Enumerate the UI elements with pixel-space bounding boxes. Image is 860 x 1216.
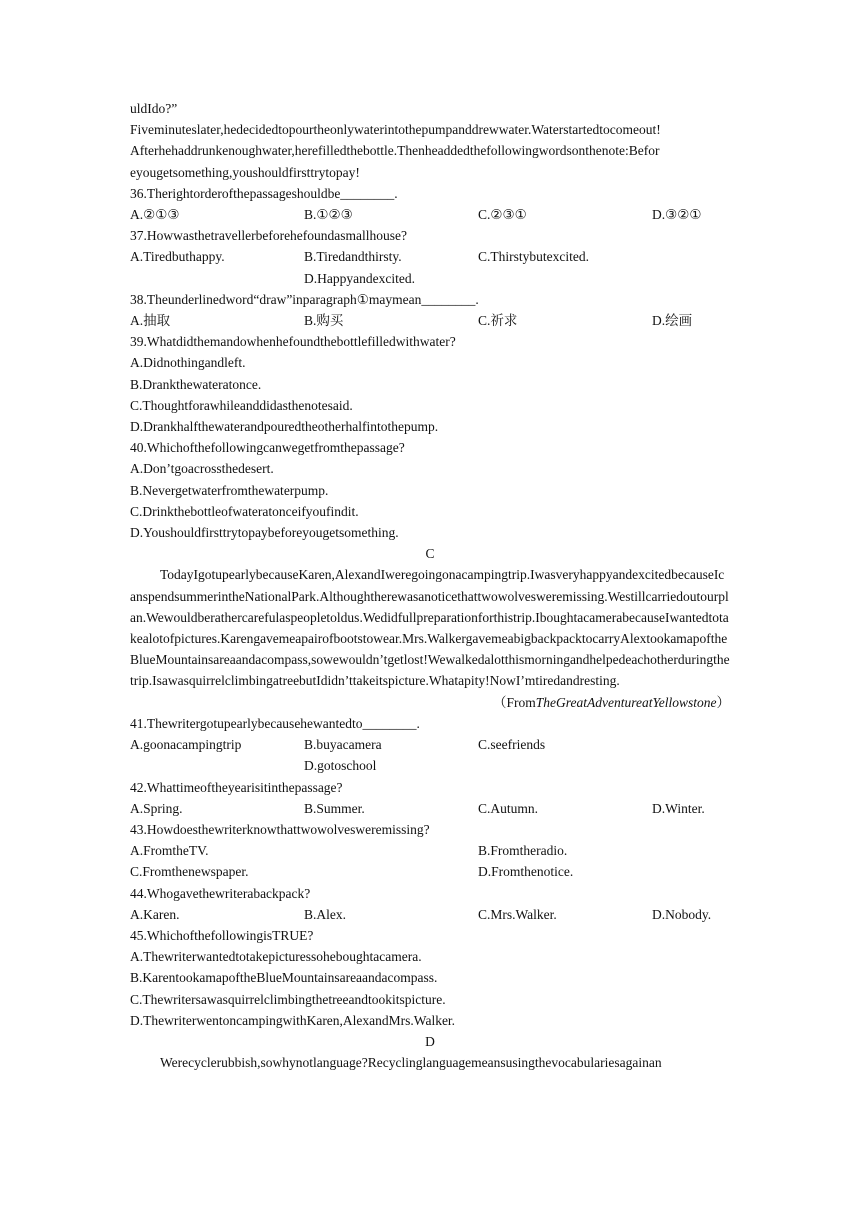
question-stem: 36.Therightorderofthepassageshouldbe________.	[130, 185, 398, 201]
question-stem: 39.Whatdidthemandowhenhefoundthebottlefilledwithwater?	[130, 334, 456, 350]
section-heading-c: C	[425, 546, 435, 562]
passage-line: Afterhehaddrunkenoughwater,herefilledthebottle.Thenheaddedthefollowingwordsonthenote:Befor	[130, 143, 660, 159]
question-stem: 40.Whichofthefollowingcanwegetfromthepassage?	[130, 440, 405, 456]
option-c: C.Drinkthebottleofwateratonceifyoufindit.	[130, 503, 359, 519]
question-stem: 42.Whattimeoftheyearisitinthepassage?	[130, 779, 343, 795]
section-c-paragraph: TodayIgotupearlybecauseKaren,AlexandIweregoingonacampingtrip.IwasveryhappyandexcitedbecauseIcanspendsummerintheNationalPark.Althoughtherewasanoticethattwowolvesweremissing.Westillcarriedoutourplan.Wewouldberathercarefulaspeopletoldus.Wedidfullpreparationforthistrip.IboughtacamerabecauseIwantedtotakealotofpictures.Karengavemeapairofbootstowear.Mrs.WalkergavemeabigbackpacktocarryAlextookamapoftheBlueMountainsareaandacompass,sowewouldn’tgetlost!Wewalkedalotthismorningandhelpedeachotherduringthetrip.IsawasquirrelclimbingatreebutIdidn’ttakeitspicture.Whatapity!NowI’mtiredandresting.	[130, 567, 730, 689]
passage-b-tail	[130, 98, 730, 183]
exam-page	[130, 98, 730, 1073]
option-c: C.祈求	[478, 313, 518, 329]
question-stem: 38.Theunderlinedword“draw”inparagraph①maymean________.	[130, 291, 479, 307]
question-41	[130, 713, 730, 777]
options-row	[130, 310, 730, 331]
source-suffix: ）	[716, 694, 730, 710]
option-b: B.①②③	[304, 207, 353, 223]
question-44	[130, 883, 730, 925]
option-d: D.Nobody.	[652, 906, 712, 922]
options-row	[130, 904, 730, 925]
option-d: D.gotoschool	[304, 758, 377, 774]
source-citation	[130, 692, 730, 713]
passage-line: uldIdo?”	[130, 101, 178, 116]
option-b: B.Drankthewateratonce.	[130, 376, 262, 392]
option-b: B.buyacamera	[304, 737, 382, 753]
option-a: A.Thewriterwantedtotakepicturessoheboughtacamera.	[130, 949, 422, 965]
option-d: D.Youshouldfirsttrytopaybeforeyougetsomething.	[130, 525, 399, 541]
option-b: B.购买	[304, 313, 344, 329]
option-c: C.seefriends	[478, 737, 546, 753]
option-a: A.抽取	[130, 313, 171, 329]
section-heading-d: D	[425, 1033, 435, 1049]
option-a: A.goonacampingtrip	[130, 737, 242, 753]
option-c: C.Fromthenewspaper.	[130, 864, 249, 880]
option-d: D.Winter.	[652, 800, 705, 816]
option-d: D.Fromthenotice.	[478, 864, 574, 880]
question-stem: 45.WhichofthefollowingisTRUE?	[130, 927, 314, 943]
question-43	[130, 819, 730, 883]
option-c: C.Mrs.Walker.	[478, 906, 557, 922]
source-title: TheGreatAdventureatYellowstone	[535, 694, 717, 710]
option-a: A.②①③	[130, 207, 180, 223]
option-d: D.绘画	[652, 313, 693, 329]
question-42	[130, 777, 730, 819]
section-d-first-line: Werecyclerubbish,sowhynotlanguage?Recyclinglanguagemeansusingthevocabulariesagainan	[160, 1055, 662, 1071]
option-d: D.Happyandexcited.	[304, 270, 415, 286]
passage-line: eyougetsomething,youshouldfirsttrytopay!	[130, 164, 360, 180]
option-d: D.ThewriterwentoncampingwithKaren,AlexandMrs.Walker.	[130, 1012, 456, 1028]
options-row	[130, 268, 730, 289]
options-row	[130, 204, 730, 225]
option-b: B.KarentookamapoftheBlueMountainsareaandacompass.	[130, 970, 438, 986]
option-b: B.Nevergetwaterfromthewaterpump.	[130, 482, 329, 498]
option-d: D.Drankhalfthewaterandpouredtheotherhalfintothepump.	[130, 419, 439, 435]
options-row	[130, 734, 730, 755]
option-c: C.Autumn.	[478, 800, 539, 816]
options-row	[130, 798, 730, 819]
question-36	[130, 183, 730, 225]
option-c: C.②③①	[478, 207, 527, 223]
question-40	[130, 437, 730, 543]
option-a: A.Tiredbuthappy.	[130, 249, 225, 265]
option-c: C.Thewritersawasquirrelclimbingthetreeandtookitspicture.	[130, 991, 446, 1007]
question-39	[130, 331, 730, 437]
option-c: C.Thoughtforawhileanddidasthenotesaid.	[130, 397, 353, 413]
source-prefix: （From	[493, 694, 536, 710]
option-d: D.③②①	[652, 207, 702, 223]
option-a: A.FromtheTV.	[130, 843, 209, 859]
option-b: B.Summer.	[304, 800, 365, 816]
question-stem: 43.Howdoesthewriterknowthattwowolvesweremissing?	[130, 821, 430, 837]
options-row	[130, 840, 730, 861]
option-c: C.Thirstybutexcited.	[478, 249, 589, 265]
option-b: B.Alex.	[304, 906, 346, 922]
option-b: B.Fromtheradio.	[478, 843, 568, 859]
option-a: A.Karen.	[130, 906, 180, 922]
question-45	[130, 925, 730, 1031]
options-row	[130, 755, 730, 776]
option-a: A.Spring.	[130, 800, 183, 816]
passage-line: Fiveminuteslater,hedecidedtopourtheonlywaterintothepumpanddrewwater.Waterstartedtocomeout!	[130, 122, 661, 138]
options-row	[130, 861, 730, 882]
option-a: A.Don’tgoacrossthedesert.	[130, 461, 274, 477]
question-stem: 44.Whogavethewriterabackpack?	[130, 885, 311, 901]
question-38	[130, 289, 730, 331]
option-b: B.Tiredandthirsty.	[304, 249, 402, 265]
question-stem: 41.Thewritergotupearlybecausehewantedto________.	[130, 715, 420, 731]
options-row	[130, 246, 730, 267]
question-37	[130, 225, 730, 289]
question-stem: 37.Howwasthetravellerbeforehefoundasmallhouse?	[130, 228, 408, 244]
option-a: A.Didnothingandleft.	[130, 355, 246, 371]
